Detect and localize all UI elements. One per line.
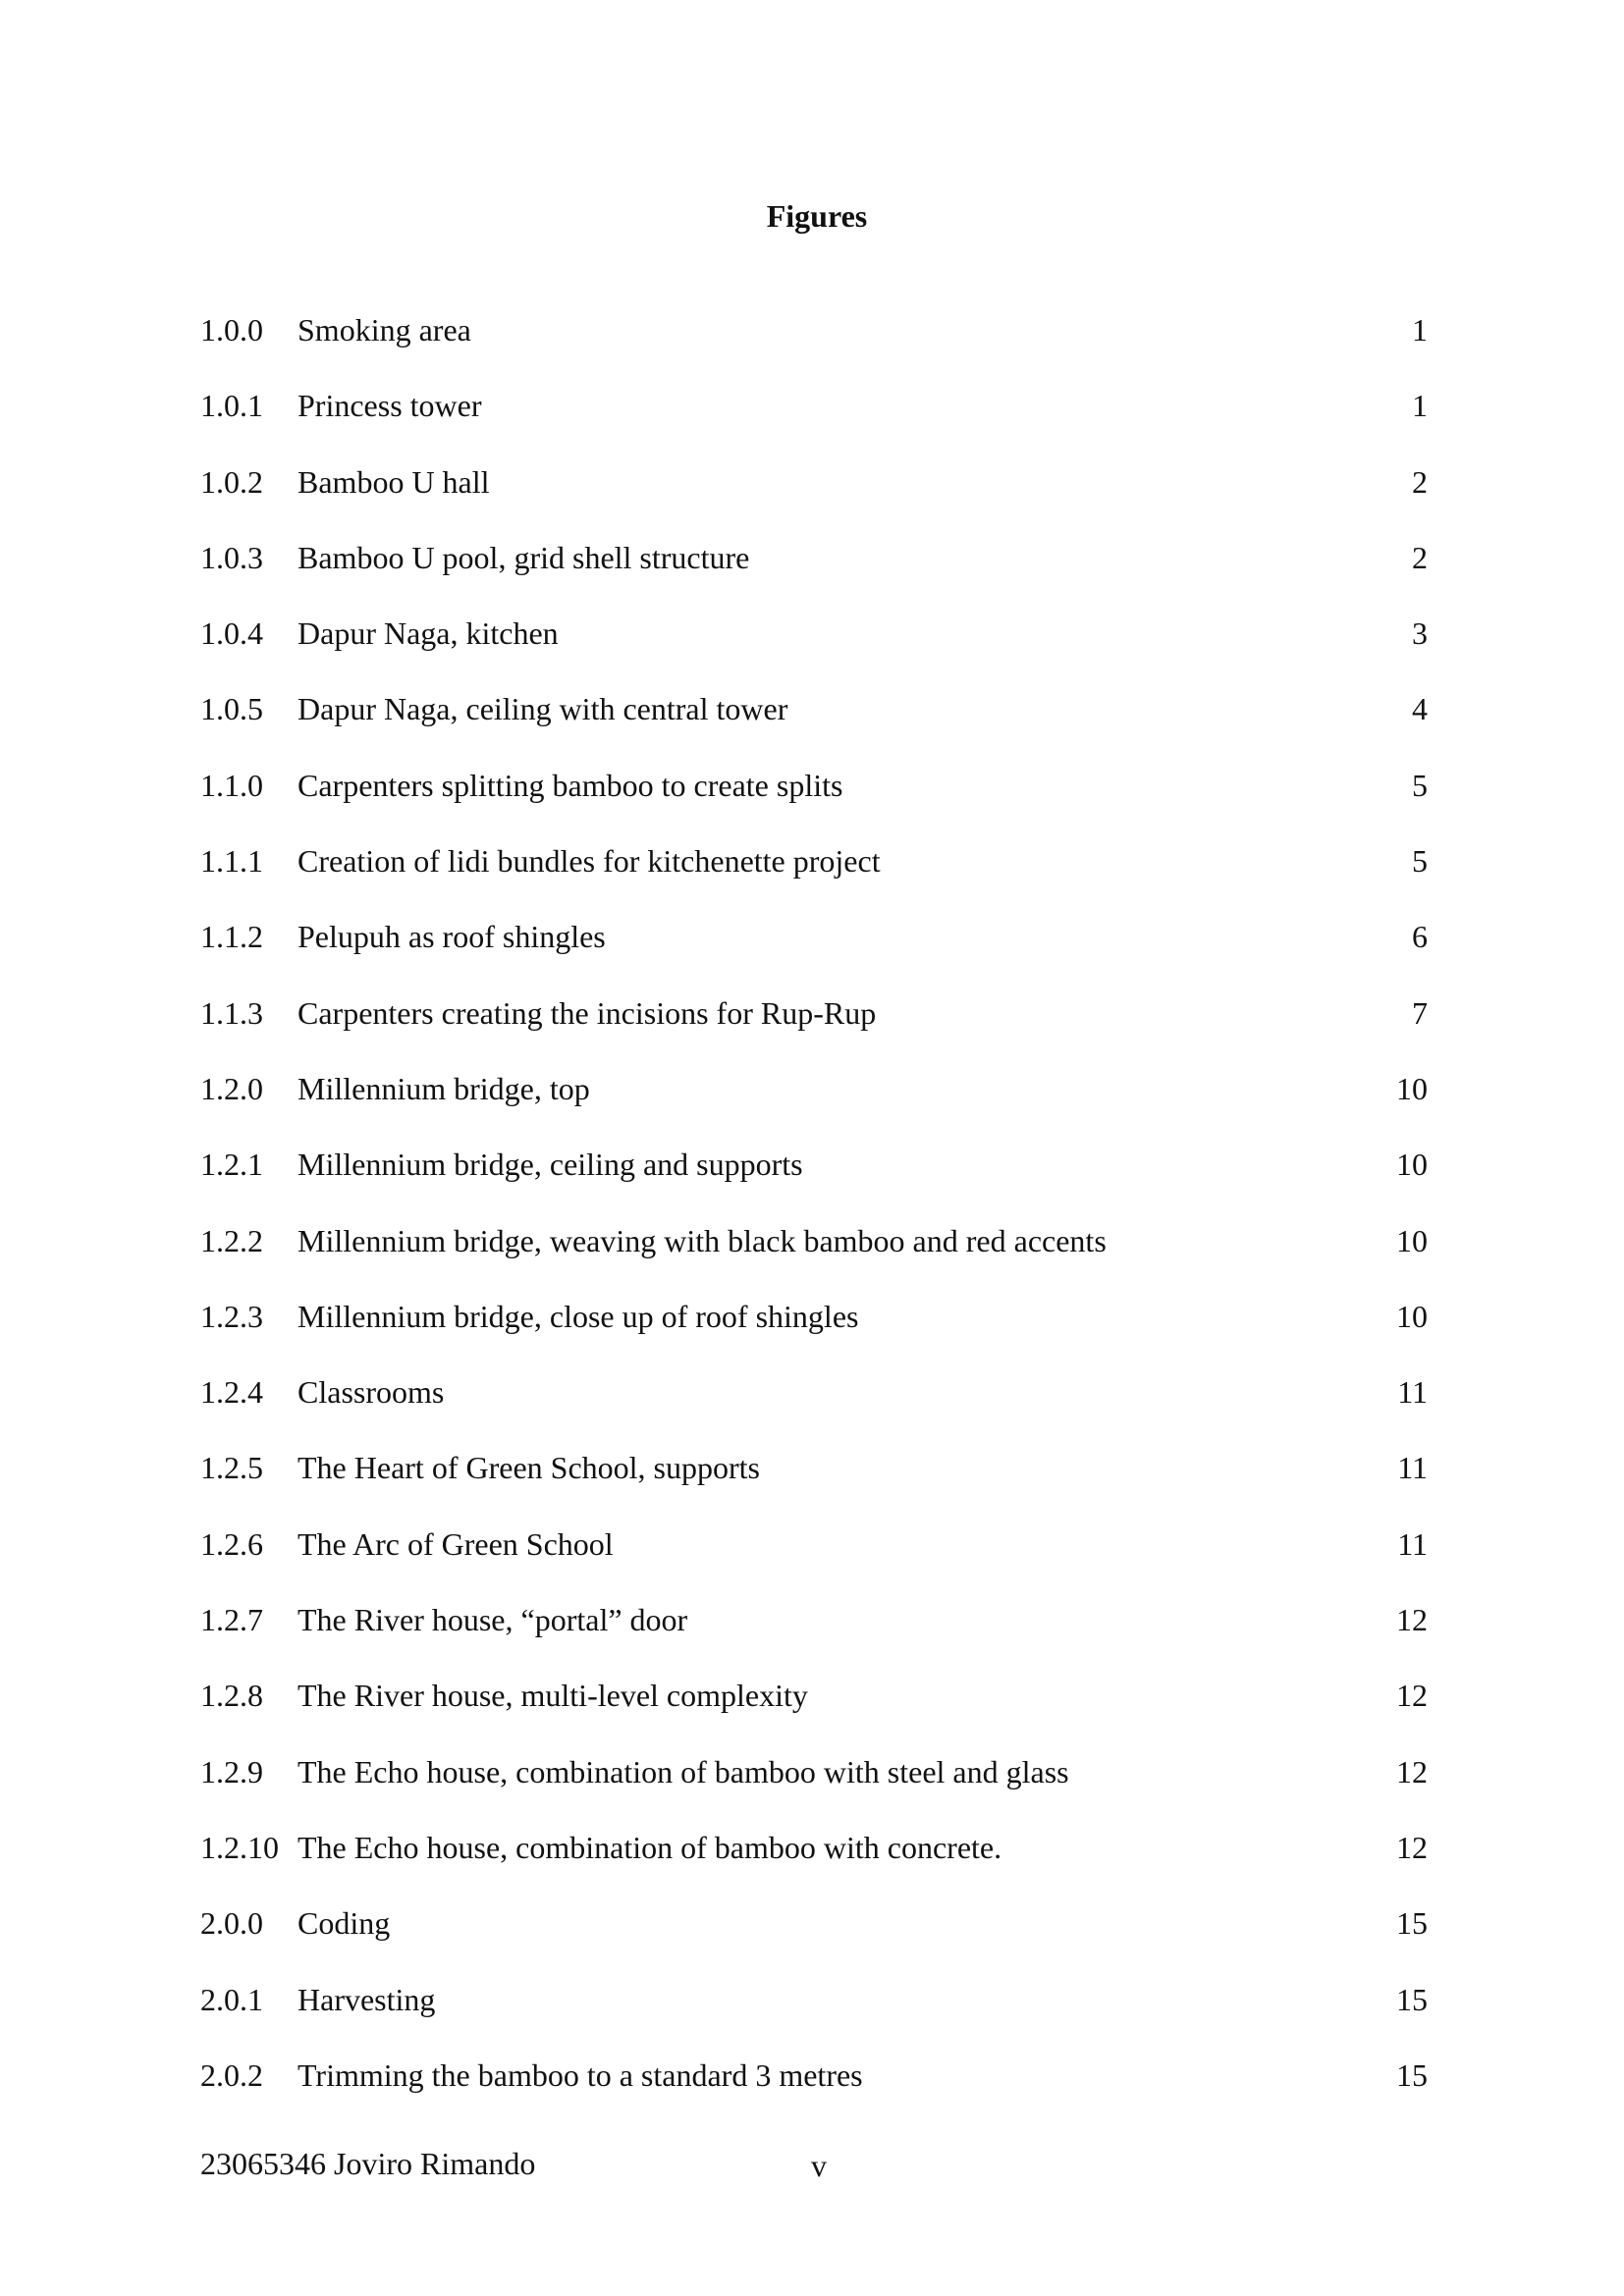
figure-caption: Harvesting bbox=[298, 1981, 436, 2017]
figure-entry bbox=[200, 1372, 1428, 1448]
figure-page-number: 12 bbox=[1396, 1829, 1428, 1865]
figure-page-number: 15 bbox=[1396, 1981, 1428, 2017]
figure-number: 1.2.9 bbox=[200, 1753, 263, 1789]
figure-entry bbox=[200, 538, 1428, 614]
figure-caption: Pelupuh as roof shingles bbox=[298, 919, 606, 955]
footer-page-number: v bbox=[811, 2148, 827, 2183]
figure-number: 1.1.1 bbox=[200, 843, 263, 880]
figure-entry bbox=[200, 1069, 1428, 1145]
figure-number: 2.0.0 bbox=[200, 1905, 263, 1942]
figure-number: 1.2.2 bbox=[200, 1222, 263, 1258]
figure-number: 1.2.7 bbox=[200, 1602, 263, 1638]
figure-number: 2.0.2 bbox=[200, 2056, 263, 2093]
figure-caption: Millennium bridge, weaving with black bamboo and red accents bbox=[298, 1222, 1107, 1258]
figure-caption: Millennium bridge, ceiling and supports bbox=[298, 1147, 803, 1183]
figure-page-number: 12 bbox=[1396, 1678, 1428, 1714]
figure-entry bbox=[200, 614, 1428, 689]
figure-caption: Bamboo U hall bbox=[298, 463, 490, 500]
figure-number: 2.0.1 bbox=[200, 1981, 263, 2017]
figure-caption: The Echo house, combination of bamboo with concrete. bbox=[298, 1829, 1002, 1865]
figure-entry bbox=[200, 1221, 1428, 1297]
figure-caption: The Heart of Green School, supports bbox=[298, 1450, 760, 1486]
figure-number: 1.0.4 bbox=[200, 615, 263, 652]
figure-caption: Carpenters creating the incisions for Rup-Rup bbox=[298, 994, 877, 1031]
figure-entry bbox=[200, 766, 1428, 841]
figure-number: 1.1.3 bbox=[200, 994, 263, 1031]
figure-entry bbox=[200, 386, 1428, 461]
figure-caption: Bamboo U pool, grid shell structure bbox=[298, 539, 750, 575]
figure-caption: Dapur Naga, kitchen bbox=[298, 615, 559, 652]
figure-caption: The Echo house, combination of bamboo with steel and glass bbox=[298, 1753, 1069, 1789]
figure-entry bbox=[200, 1980, 1428, 2056]
figure-list bbox=[200, 310, 1428, 2131]
figure-entry bbox=[200, 1676, 1428, 1751]
figure-page-number: 1 bbox=[1412, 312, 1428, 347]
figure-number: 1.2.0 bbox=[200, 1070, 263, 1106]
figure-number: 1.2.3 bbox=[200, 1298, 263, 1334]
figure-entry bbox=[200, 1903, 1428, 1979]
figure-entry bbox=[200, 462, 1428, 538]
figure-number: 1.0.0 bbox=[200, 312, 263, 347]
figure-entry bbox=[200, 1297, 1428, 1372]
figure-caption: Smoking area bbox=[298, 312, 471, 347]
figure-entry bbox=[200, 689, 1428, 765]
figure-number: 1.0.2 bbox=[200, 463, 263, 500]
figure-caption: Dapur Naga, ceiling with central tower bbox=[298, 691, 788, 727]
figure-page-number: 3 bbox=[1412, 615, 1428, 652]
figure-caption: Princess tower bbox=[298, 388, 482, 424]
figure-number: 1.2.4 bbox=[200, 1374, 263, 1411]
figure-page-number: 11 bbox=[1397, 1525, 1428, 1562]
figure-page-number: 5 bbox=[1412, 843, 1428, 880]
figure-caption: The River house, multi-level complexity bbox=[298, 1678, 808, 1714]
figure-page-number: 10 bbox=[1396, 1222, 1428, 1258]
figure-number: 1.2.10 bbox=[200, 1829, 279, 1865]
figure-number: 1.2.8 bbox=[200, 1678, 263, 1714]
figure-caption: The Arc of Green School bbox=[298, 1525, 614, 1562]
figure-entry bbox=[200, 993, 1428, 1069]
figure-page-number: 12 bbox=[1396, 1602, 1428, 1638]
figure-caption: Carpenters splitting bamboo to create splits bbox=[298, 767, 843, 803]
figure-number: 1.2.6 bbox=[200, 1525, 263, 1562]
figure-entry bbox=[200, 1600, 1428, 1676]
figure-entry bbox=[200, 1752, 1428, 1828]
figure-page-number: 6 bbox=[1412, 919, 1428, 955]
figure-page-number: 5 bbox=[1412, 767, 1428, 803]
figure-page-number: 4 bbox=[1412, 691, 1428, 727]
figure-page-number: 12 bbox=[1396, 1753, 1428, 1789]
figure-entry bbox=[200, 1145, 1428, 1220]
figure-entry bbox=[200, 310, 1428, 386]
figure-number: 1.0.5 bbox=[200, 691, 263, 727]
figure-number: 1.1.2 bbox=[200, 919, 263, 955]
figure-page-number: 11 bbox=[1397, 1374, 1428, 1411]
figure-caption: Creation of lidi bundles for kitchenette project bbox=[298, 843, 881, 880]
figure-entry bbox=[200, 1828, 1428, 1903]
figure-page-number: 15 bbox=[1396, 2056, 1428, 2093]
figure-page-number: 10 bbox=[1396, 1298, 1428, 1334]
figure-page-number: 1 bbox=[1412, 388, 1428, 424]
figure-caption: Classrooms bbox=[298, 1374, 445, 1411]
figure-page-number: 10 bbox=[1396, 1070, 1428, 1106]
figure-caption: Coding bbox=[298, 1905, 391, 1942]
figure-page-number: 2 bbox=[1412, 463, 1428, 500]
figure-entry bbox=[200, 917, 1428, 992]
figure-number: 1.0.3 bbox=[200, 539, 263, 575]
figure-number: 1.2.1 bbox=[200, 1147, 263, 1183]
figure-entry bbox=[200, 841, 1428, 917]
figure-caption: Trimming the bamboo to a standard 3 metres bbox=[298, 2056, 863, 2093]
figure-caption: The River house, “portal” door bbox=[298, 1602, 688, 1638]
figure-entry bbox=[200, 1448, 1428, 1523]
figure-caption: Millennium bridge, top bbox=[298, 1070, 590, 1106]
figure-page-number: 7 bbox=[1412, 994, 1428, 1031]
figure-page-number: 11 bbox=[1397, 1450, 1428, 1486]
figure-page-number: 2 bbox=[1412, 539, 1428, 575]
page-title: Figures bbox=[766, 198, 868, 234]
figure-entry bbox=[200, 2056, 1428, 2131]
figure-caption: Millennium bridge, close up of roof shingles bbox=[298, 1298, 859, 1334]
figure-number: 1.0.1 bbox=[200, 388, 263, 424]
figure-page-number: 10 bbox=[1396, 1147, 1428, 1183]
figure-page-number: 15 bbox=[1396, 1905, 1428, 1942]
footer-author: 23065346 Joviro Rimando bbox=[200, 2146, 536, 2181]
figure-number: 1.2.5 bbox=[200, 1450, 263, 1486]
figure-number: 1.1.0 bbox=[200, 767, 263, 803]
figure-entry bbox=[200, 1524, 1428, 1600]
